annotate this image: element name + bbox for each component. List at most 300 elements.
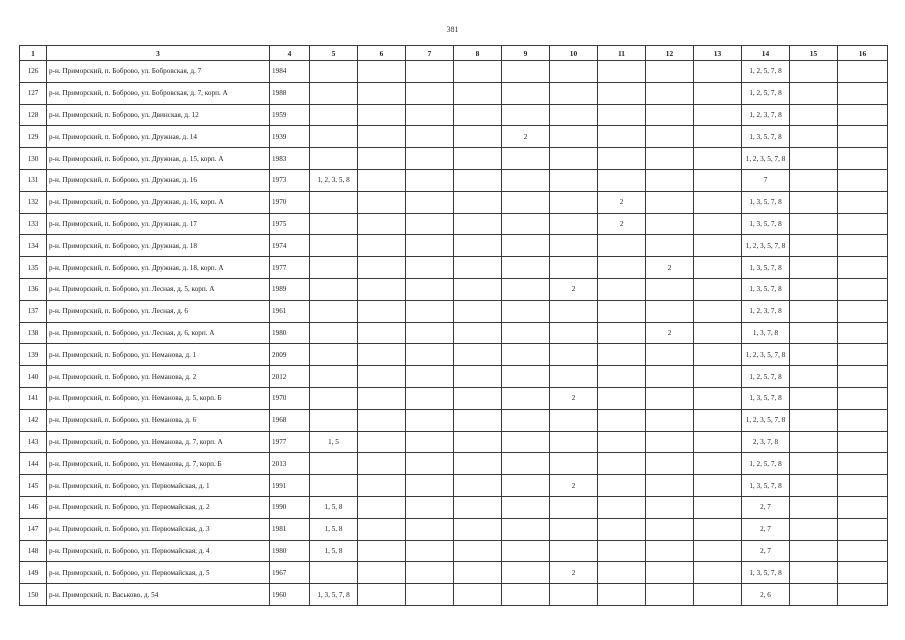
col-16-cell: [838, 300, 888, 322]
col-11-cell: 2: [598, 213, 646, 235]
col-12-cell: [646, 453, 694, 475]
address-cell: р-н. Приморский, п. Боброво, ул. Бобровская, д. 7: [47, 61, 270, 83]
col-10-cell: [550, 169, 598, 191]
col-14-cell: 2, 7: [742, 540, 790, 562]
year-built-cell: 1959: [270, 104, 310, 126]
year-built-cell: 2009: [270, 344, 310, 366]
col-15-cell: [790, 584, 838, 606]
column-header: 11: [598, 46, 646, 61]
col-8-cell: [454, 235, 502, 257]
address-cell: р-н. Приморский, п. Боброво, ул. Неманова, д. 5, корп. Б: [47, 387, 270, 409]
col-12-cell: [646, 540, 694, 562]
col-13-cell: [694, 387, 742, 409]
row-number-cell: 146: [20, 496, 47, 518]
col-14-cell: 1, 2, 3, 7, 8: [742, 300, 790, 322]
col-11-cell: [598, 409, 646, 431]
col-16-cell: [838, 213, 888, 235]
col-15-cell: [790, 191, 838, 213]
col-6-cell: [358, 322, 406, 344]
col-16-cell: [838, 82, 888, 104]
table-row: [20, 387, 888, 409]
col-10-cell: [550, 518, 598, 540]
col-12-cell: [646, 104, 694, 126]
col-9-cell: [502, 148, 550, 170]
col-16-cell: [838, 475, 888, 497]
col-7-cell: [406, 104, 454, 126]
col-11-cell: [598, 453, 646, 475]
col-9-cell: [502, 300, 550, 322]
table-header: [20, 46, 888, 61]
col-9-cell: [502, 475, 550, 497]
col-11-cell: [598, 322, 646, 344]
address-cell: р-н. Приморский, п. Боброво, ул. Первомайская, д. 4: [47, 540, 270, 562]
address-cell: р-н. Приморский, п. Боброво, ул. Первомайская, д. 2: [47, 496, 270, 518]
address-cell: р-н. Приморский, п. Боброво, ул. Неманова, д. 7, корп. Б: [47, 453, 270, 475]
col-8-cell: [454, 540, 502, 562]
col-14-cell: 1, 2, 5, 7, 8: [742, 61, 790, 83]
col-15-cell: [790, 496, 838, 518]
col-6-cell: [358, 126, 406, 148]
col-12-cell: 2: [646, 322, 694, 344]
col-5-cell: [310, 475, 358, 497]
col-8-cell: [454, 148, 502, 170]
col-10-cell: [550, 322, 598, 344]
year-built-cell: 1977: [270, 431, 310, 453]
col-7-cell: [406, 453, 454, 475]
col-12-cell: [646, 278, 694, 300]
col-7-cell: [406, 126, 454, 148]
col-6-cell: [358, 584, 406, 606]
col-10-cell: [550, 257, 598, 279]
col-5-cell: [310, 257, 358, 279]
col-6-cell: [358, 278, 406, 300]
col-12-cell: [646, 431, 694, 453]
col-15-cell: [790, 169, 838, 191]
col-9-cell: [502, 104, 550, 126]
year-built-cell: 1988: [270, 82, 310, 104]
row-number-cell: 126: [20, 61, 47, 83]
table-row: [20, 562, 888, 584]
col-13-cell: [694, 191, 742, 213]
column-header: 14: [742, 46, 790, 61]
year-built-cell: 1983: [270, 148, 310, 170]
col-13-cell: [694, 126, 742, 148]
col-7-cell: [406, 366, 454, 388]
col-11-cell: [598, 126, 646, 148]
col-15-cell: [790, 257, 838, 279]
col-9-cell: [502, 278, 550, 300]
table-row: [20, 431, 888, 453]
year-built-cell: 1939: [270, 126, 310, 148]
table-row: [20, 104, 888, 126]
col-7-cell: [406, 169, 454, 191]
col-9-cell: [502, 387, 550, 409]
row-number-cell: 139: [20, 344, 47, 366]
col-16-cell: [838, 518, 888, 540]
col-5-cell: [310, 148, 358, 170]
col-9-cell: [502, 322, 550, 344]
row-number-cell: 134: [20, 235, 47, 257]
column-header: 4: [270, 46, 310, 61]
address-cell: р-н. Приморский, п. Боброво, ул. Лесная, д. 6: [47, 300, 270, 322]
col-16-cell: [838, 540, 888, 562]
col-8-cell: [454, 191, 502, 213]
col-11-cell: [598, 584, 646, 606]
col-16-cell: [838, 431, 888, 453]
row-number-cell: 131: [20, 169, 47, 191]
col-7-cell: [406, 213, 454, 235]
col-5-cell: 1, 5: [310, 431, 358, 453]
row-number-cell: 132: [20, 191, 47, 213]
year-built-cell: 1961: [270, 300, 310, 322]
col-15-cell: [790, 322, 838, 344]
col-6-cell: [358, 148, 406, 170]
col-6-cell: [358, 257, 406, 279]
col-10-cell: [550, 344, 598, 366]
col-8-cell: [454, 213, 502, 235]
col-7-cell: [406, 409, 454, 431]
row-number-cell: 136: [20, 278, 47, 300]
col-9-cell: [502, 82, 550, 104]
col-14-cell: 1, 3, 5, 7, 8: [742, 126, 790, 148]
col-7-cell: [406, 300, 454, 322]
col-12-cell: [646, 518, 694, 540]
row-number-cell: 141: [20, 387, 47, 409]
col-12-cell: [646, 126, 694, 148]
col-11-cell: [598, 61, 646, 83]
col-6-cell: [358, 191, 406, 213]
row-number-cell: 143: [20, 431, 47, 453]
col-13-cell: [694, 562, 742, 584]
col-15-cell: [790, 540, 838, 562]
col-6-cell: [358, 518, 406, 540]
address-cell: р-н. Приморский, п. Боброво, ул. Дружная, д. 15, корп. А: [47, 148, 270, 170]
col-6-cell: [358, 104, 406, 126]
col-14-cell: 1, 2, 3, 5, 7, 8: [742, 148, 790, 170]
row-number-cell: 138: [20, 322, 47, 344]
col-14-cell: 1, 3, 5, 7, 8: [742, 387, 790, 409]
col-12-cell: [646, 191, 694, 213]
year-built-cell: 1991: [270, 475, 310, 497]
col-5-cell: [310, 562, 358, 584]
col-14-cell: 1, 3, 5, 7, 8: [742, 562, 790, 584]
col-16-cell: [838, 387, 888, 409]
col-13-cell: [694, 169, 742, 191]
col-9-cell: 2: [502, 126, 550, 148]
row-number-cell: 130: [20, 148, 47, 170]
year-built-cell: 1967: [270, 562, 310, 584]
row-number-cell: 140: [20, 366, 47, 388]
col-16-cell: [838, 584, 888, 606]
column-header: 7: [406, 46, 454, 61]
col-10-cell: [550, 104, 598, 126]
col-5-cell: [310, 126, 358, 148]
col-7-cell: [406, 82, 454, 104]
col-12-cell: [646, 169, 694, 191]
col-9-cell: [502, 409, 550, 431]
column-header: 8: [454, 46, 502, 61]
col-13-cell: [694, 278, 742, 300]
col-7-cell: [406, 584, 454, 606]
col-13-cell: [694, 431, 742, 453]
col-16-cell: [838, 409, 888, 431]
row-number-cell: 145: [20, 475, 47, 497]
table-row: [20, 300, 888, 322]
col-7-cell: [406, 496, 454, 518]
col-16-cell: [838, 278, 888, 300]
col-5-cell: [310, 344, 358, 366]
col-9-cell: [502, 344, 550, 366]
row-number-cell: 149: [20, 562, 47, 584]
col-7-cell: [406, 540, 454, 562]
col-12-cell: [646, 61, 694, 83]
col-13-cell: [694, 344, 742, 366]
col-16-cell: [838, 344, 888, 366]
year-built-cell: 1968: [270, 409, 310, 431]
col-11-cell: [598, 278, 646, 300]
address-cell: р-н. Приморский, п. Боброво, ул. Лесная, д. 6, корп. А: [47, 322, 270, 344]
row-number-cell: 144: [20, 453, 47, 475]
table-row: [20, 409, 888, 431]
col-13-cell: [694, 584, 742, 606]
col-13-cell: [694, 409, 742, 431]
col-15-cell: [790, 431, 838, 453]
col-15-cell: [790, 104, 838, 126]
col-12-cell: [646, 235, 694, 257]
year-built-cell: 2012: [270, 366, 310, 388]
address-cell: р-н. Приморский, п. Боброво, ул. Двинская, д. 12: [47, 104, 270, 126]
col-6-cell: [358, 431, 406, 453]
header-row: [20, 46, 888, 61]
col-13-cell: [694, 518, 742, 540]
col-8-cell: [454, 257, 502, 279]
col-13-cell: [694, 257, 742, 279]
col-11-cell: [598, 344, 646, 366]
col-8-cell: [454, 61, 502, 83]
table-row: [20, 475, 888, 497]
col-12-cell: 2: [646, 257, 694, 279]
col-13-cell: [694, 496, 742, 518]
table-row: [20, 169, 888, 191]
column-header: 6: [358, 46, 406, 61]
col-10-cell: [550, 496, 598, 518]
address-cell: р-н. Приморский, п. Боброво, ул. Первомайская, д. 5: [47, 562, 270, 584]
row-number-cell: 133: [20, 213, 47, 235]
row-number-cell: 135: [20, 257, 47, 279]
year-built-cell: 1977: [270, 257, 310, 279]
col-7-cell: [406, 387, 454, 409]
col-6-cell: [358, 387, 406, 409]
row-number-cell: 147: [20, 518, 47, 540]
year-built-cell: 1975: [270, 213, 310, 235]
col-5-cell: [310, 453, 358, 475]
col-5-cell: [310, 213, 358, 235]
col-15-cell: [790, 148, 838, 170]
col-13-cell: [694, 475, 742, 497]
housing-register-table: [19, 45, 888, 606]
col-5-cell: [310, 191, 358, 213]
col-8-cell: [454, 344, 502, 366]
col-11-cell: [598, 104, 646, 126]
col-5-cell: [310, 409, 358, 431]
table-row: [20, 344, 888, 366]
col-5-cell: [310, 61, 358, 83]
col-8-cell: [454, 475, 502, 497]
col-15-cell: [790, 126, 838, 148]
col-15-cell: [790, 82, 838, 104]
col-13-cell: [694, 61, 742, 83]
col-10-cell: [550, 148, 598, 170]
row-number-cell: 137: [20, 300, 47, 322]
col-9-cell: [502, 235, 550, 257]
col-12-cell: [646, 475, 694, 497]
year-built-cell: 1974: [270, 235, 310, 257]
col-13-cell: [694, 104, 742, 126]
col-8-cell: [454, 82, 502, 104]
table-row: [20, 213, 888, 235]
table-row: [20, 278, 888, 300]
col-15-cell: [790, 409, 838, 431]
col-16-cell: [838, 322, 888, 344]
col-11-cell: [598, 431, 646, 453]
col-8-cell: [454, 366, 502, 388]
year-built-cell: 1990: [270, 496, 310, 518]
col-11-cell: 2: [598, 191, 646, 213]
col-9-cell: [502, 191, 550, 213]
col-16-cell: [838, 126, 888, 148]
col-14-cell: 1, 2, 5, 7, 8: [742, 453, 790, 475]
col-14-cell: 1, 2, 3, 5, 7, 8: [742, 235, 790, 257]
col-6-cell: [358, 496, 406, 518]
col-14-cell: 1, 2, 5, 7, 8: [742, 82, 790, 104]
address-cell: р-н. Приморский, п. Боброво, ул. Лесная, д. 5, корп. А: [47, 278, 270, 300]
col-5-cell: 1, 5, 8: [310, 540, 358, 562]
col-7-cell: [406, 344, 454, 366]
col-6-cell: [358, 409, 406, 431]
year-built-cell: 1970: [270, 387, 310, 409]
col-11-cell: [598, 518, 646, 540]
year-built-cell: 1970: [270, 191, 310, 213]
col-14-cell: 1, 2, 3, 5, 7, 8: [742, 409, 790, 431]
col-9-cell: [502, 169, 550, 191]
col-7-cell: [406, 475, 454, 497]
col-7-cell: [406, 278, 454, 300]
col-6-cell: [358, 169, 406, 191]
col-7-cell: [406, 322, 454, 344]
col-13-cell: [694, 235, 742, 257]
col-8-cell: [454, 409, 502, 431]
row-number-cell: 148: [20, 540, 47, 562]
table-row: [20, 148, 888, 170]
col-15-cell: [790, 475, 838, 497]
col-10-cell: [550, 61, 598, 83]
col-12-cell: [646, 148, 694, 170]
col-16-cell: [838, 235, 888, 257]
col-11-cell: [598, 257, 646, 279]
col-9-cell: [502, 61, 550, 83]
col-14-cell: 7: [742, 169, 790, 191]
col-5-cell: [310, 82, 358, 104]
table-row: [20, 518, 888, 540]
col-10-cell: [550, 300, 598, 322]
col-10-cell: [550, 584, 598, 606]
year-built-cell: 1960: [270, 584, 310, 606]
table-body: [20, 61, 888, 606]
col-6-cell: [358, 300, 406, 322]
col-12-cell: [646, 366, 694, 388]
col-6-cell: [358, 213, 406, 235]
col-14-cell: 1, 2, 3, 7, 8: [742, 104, 790, 126]
col-5-cell: 1, 2, 3, 5, 8: [310, 169, 358, 191]
row-number-cell: 150: [20, 584, 47, 606]
col-16-cell: [838, 496, 888, 518]
column-header: 5: [310, 46, 358, 61]
col-7-cell: [406, 431, 454, 453]
address-cell: р-н. Приморский, п. Васьково, д. 54: [47, 584, 270, 606]
col-9-cell: [502, 431, 550, 453]
col-10-cell: 2: [550, 475, 598, 497]
col-11-cell: [598, 540, 646, 562]
col-10-cell: [550, 366, 598, 388]
table-row: [20, 584, 888, 606]
col-13-cell: [694, 148, 742, 170]
col-12-cell: [646, 409, 694, 431]
col-13-cell: [694, 82, 742, 104]
table-row: [20, 61, 888, 83]
col-5-cell: [310, 235, 358, 257]
col-5-cell: 1, 3, 5, 7, 8: [310, 584, 358, 606]
col-14-cell: 1, 3, 5, 7, 8: [742, 257, 790, 279]
col-6-cell: [358, 453, 406, 475]
col-12-cell: [646, 213, 694, 235]
col-8-cell: [454, 584, 502, 606]
col-8-cell: [454, 518, 502, 540]
address-cell: р-н. Приморский, п. Боброво, ул. Неманова, д. 6: [47, 409, 270, 431]
col-15-cell: [790, 562, 838, 584]
row-number-cell: 142: [20, 409, 47, 431]
col-7-cell: [406, 562, 454, 584]
row-number-cell: 128: [20, 104, 47, 126]
col-12-cell: [646, 387, 694, 409]
address-cell: р-н. Приморский, п. Боброво, ул. Дружная, д. 17: [47, 213, 270, 235]
col-8-cell: [454, 496, 502, 518]
col-12-cell: [646, 344, 694, 366]
col-11-cell: [598, 366, 646, 388]
col-16-cell: [838, 562, 888, 584]
col-14-cell: 1, 3, 5, 7, 8: [742, 191, 790, 213]
address-cell: р-н. Приморский, п. Боброво, ул. Дружная, д. 16: [47, 169, 270, 191]
col-5-cell: 1, 5, 8: [310, 518, 358, 540]
row-number-cell: 127: [20, 82, 47, 104]
col-10-cell: [550, 82, 598, 104]
column-header: 12: [646, 46, 694, 61]
column-header: 10: [550, 46, 598, 61]
col-16-cell: [838, 169, 888, 191]
col-15-cell: [790, 300, 838, 322]
col-14-cell: 1, 2, 3, 5, 7, 8: [742, 344, 790, 366]
col-11-cell: [598, 235, 646, 257]
column-header: 9: [502, 46, 550, 61]
col-9-cell: [502, 562, 550, 584]
col-6-cell: [358, 475, 406, 497]
col-15-cell: [790, 235, 838, 257]
col-12-cell: [646, 496, 694, 518]
column-header: 16: [838, 46, 888, 61]
col-10-cell: 2: [550, 387, 598, 409]
col-5-cell: [310, 104, 358, 126]
col-14-cell: 1, 2, 5, 7, 8: [742, 366, 790, 388]
col-12-cell: [646, 82, 694, 104]
